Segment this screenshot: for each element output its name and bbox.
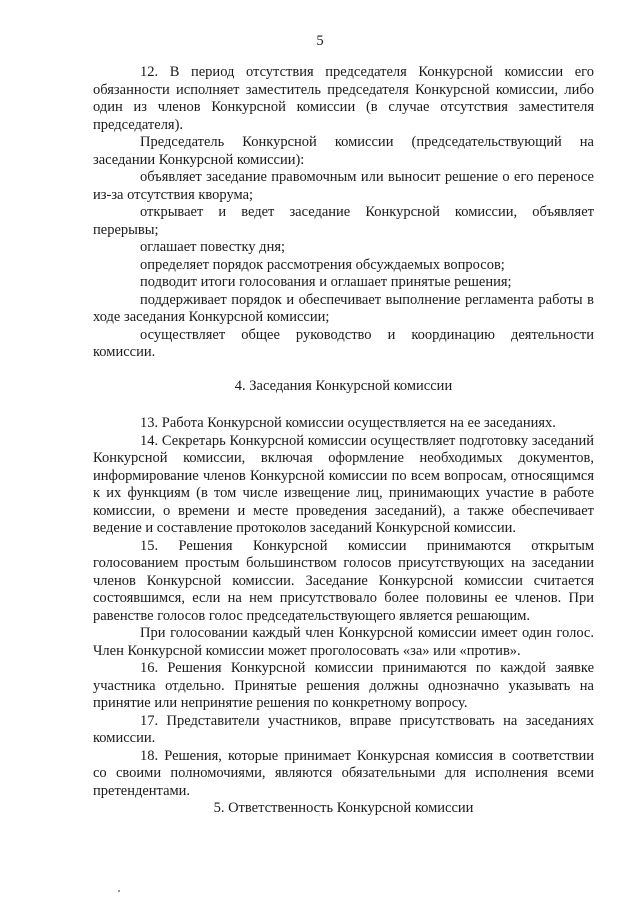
paragraph: 14. Секретарь Конкурсной комиссии осуществляет подготовку заседаний Конкурсной комиссии, включая оформление необходимых документов, информирование членов Конкурсной комиссии по всем вопросам, относящимся к их функциям (в том числе извещение лиц, принимающих участие в работе комиссии, о времени и месте проведения заседаний), а также обеспечивает ведение и составление протоколов заседаний Конкурсной комиссии. (93, 432, 594, 536)
paragraph: 15. Решения Конкурсной комиссии принимаются открытым голосованием простым большинством голосов присутствующих на заседании членов Конкурсной комиссии. Заседание Конкурсной комиссии считается состоявшимся, если на нем присутствовало более половины ее членов. При равенстве голосов голос председательствующего является решающим. (93, 537, 594, 624)
list-item: открывает и ведет заседание Конкурсной комиссии, объявляет перерывы; (93, 204, 594, 238)
paragraph: При голосовании каждый член Конкурсной комиссии имеет один голос. Член Конкурсной комиссии может проголосовать «за» или «против». (93, 625, 594, 659)
list-item: подводит итоги голосования и оглашает принятые решения; (140, 274, 512, 290)
paragraph: 12. В период отсутствия председателя Конкурсной комиссии его обязанности исполняет заместитель председателя Конкурсной комиссии, либо один из членов Конкурсной комиссии (в случае отсутствия заместителя председателя). (93, 64, 594, 133)
section-heading-4: 4. Заседания Конкурсной комиссии (234, 377, 453, 394)
paragraph: Председатель Конкурсной комиссии (председательствующий на заседании Конкурсной комиссии): (93, 134, 594, 168)
list-item: поддерживает порядок и обеспечивает выполнение регламента работы в ходе заседания Конкурсной комиссии; (93, 291, 594, 325)
paragraph: 16. Решения Конкурсной комиссии принимаются по каждой заявке участника отдельно. Принятые решения должны однозначно указывать на принятие или непринятие решения по конкретному вопросу. (93, 660, 594, 711)
list-item: объявляет заседание правомочным или выносит решение о его переносе из-за отсутствия кворума; (93, 169, 594, 203)
paragraph: 18. Решения, которые принимает Конкурсная комиссия в соответствии со своими полномочиями, являются обязательными для исполнения всеми претендентами. (93, 747, 594, 799)
paragraph: 13. Работа Конкурсной комиссии осуществляется на ее заседаниях. (140, 415, 556, 431)
document-body (93, 64, 594, 818)
paragraph: 17. Представители участников, вправе присутствовать на заседаниях комиссии. (93, 712, 594, 746)
list-item: определяет порядок рассмотрения обсуждаемых вопросов; (140, 256, 505, 273)
page-number: 5 (316, 33, 324, 49)
section-heading-5: 5. Ответственность Конкурсной комиссии (213, 800, 474, 816)
scan-speck (118, 890, 120, 892)
list-item: оглашает повестку дня; (140, 239, 286, 255)
list-item: осуществляет общее руководство и координацию деятельности комиссии. (93, 326, 594, 360)
